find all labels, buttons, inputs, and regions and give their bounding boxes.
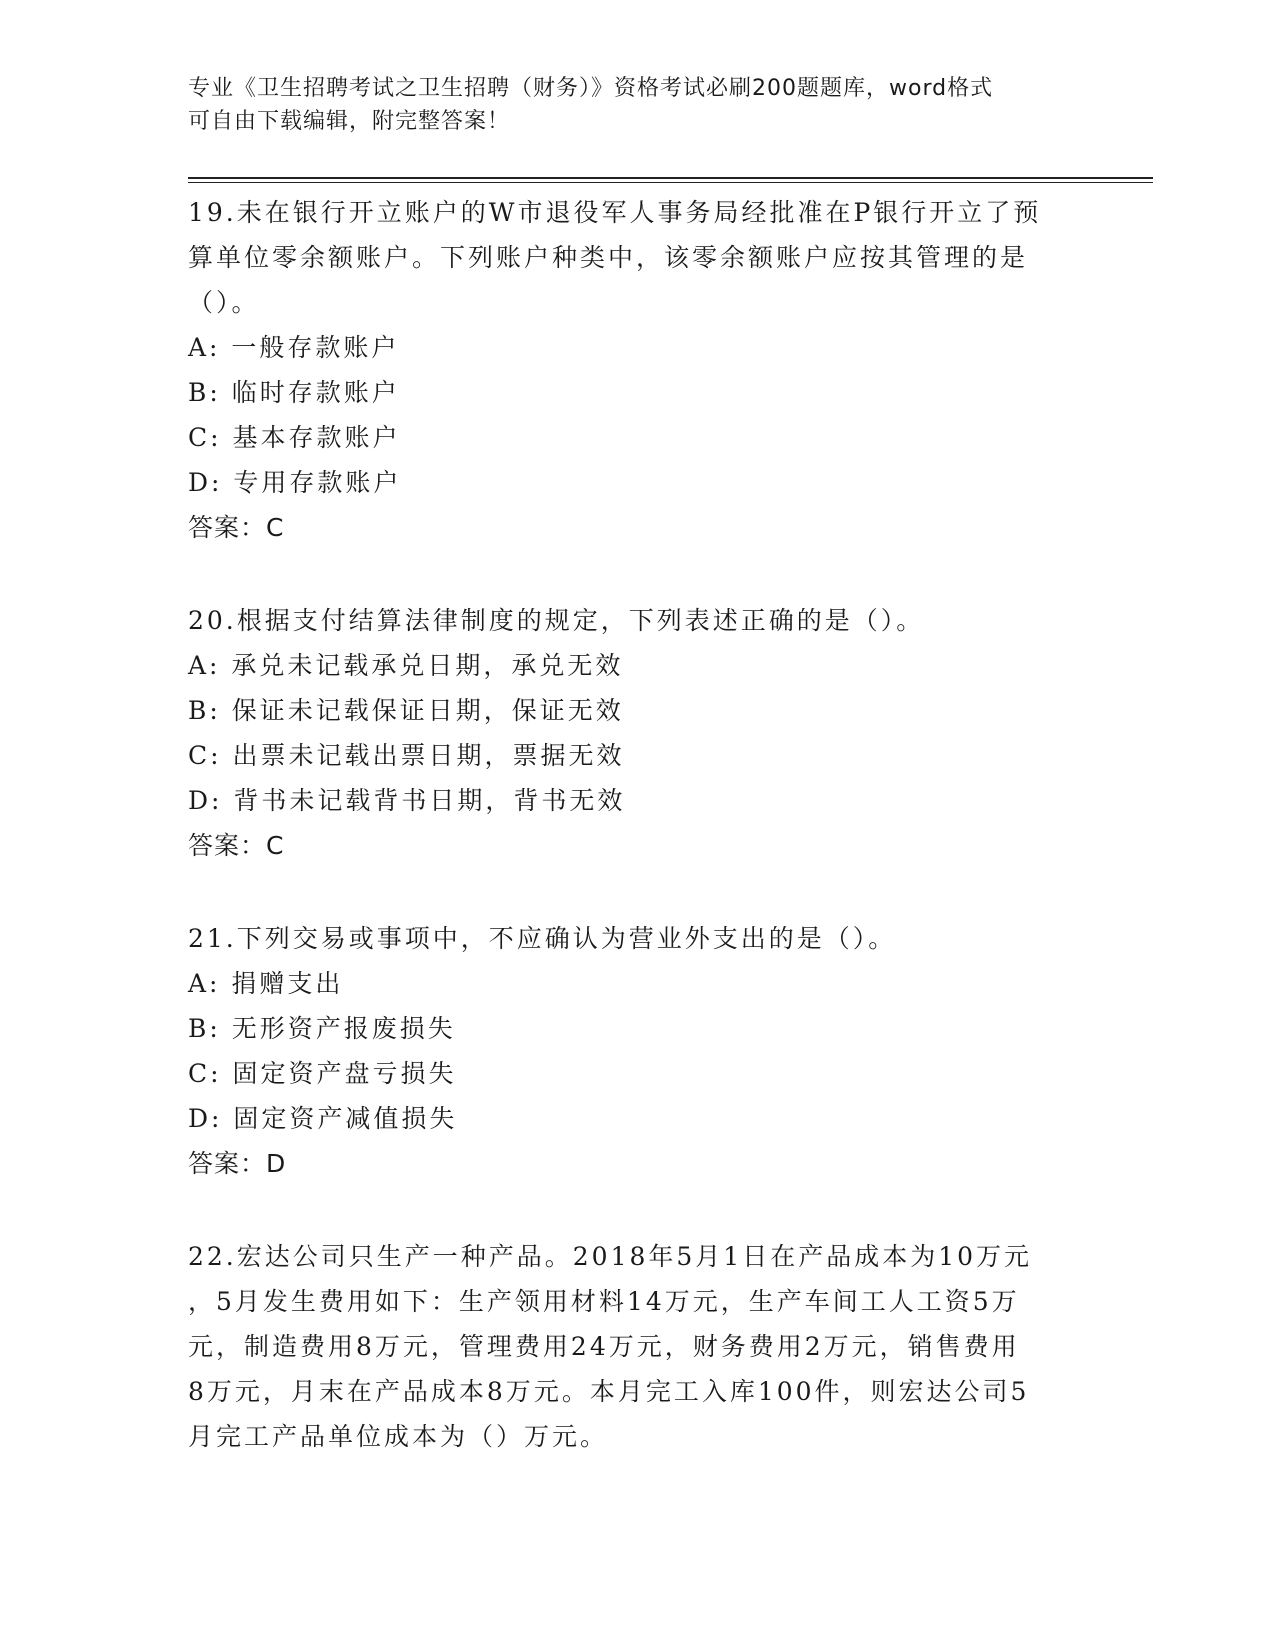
option-b: B: 无形资产报废损失 <box>188 1014 456 1043</box>
question-text-line: 8万元，月末在产品成本8万元。本月完工入库100件，则宏达公司5 <box>188 1377 1030 1406</box>
option-a: A: 捐赠支出 <box>188 969 344 998</box>
option-d: D: 背书未记载背书日期，背书无效 <box>188 786 626 815</box>
question-text-line: （）。 <box>188 288 260 317</box>
question-19 <box>188 190 1088 550</box>
question-22 <box>188 1234 1088 1459</box>
answer-label: 答案：C <box>188 513 285 542</box>
question-text-line: 元，制造费用8万元，管理费用24万元，财务费用2万元，销售费用 <box>188 1332 1020 1361</box>
header-divider-thin <box>188 182 1153 183</box>
answer-label: 答案：D <box>188 1149 287 1178</box>
option-b: B: 临时存款账户 <box>188 378 400 407</box>
option-d: D: 固定资产减值损失 <box>188 1104 458 1133</box>
option-a: A: 一般存款账户 <box>188 333 400 362</box>
question-text-line: 21.下列交易或事项中，不应确认为营业外支出的是（）。 <box>188 924 897 953</box>
option-a: A: 承兑未记载承兑日期，承兑无效 <box>188 651 624 680</box>
header-line-1: 专业《卫生招聘考试之卫生招聘（财务）》资格考试必刷200题题库，word格式 <box>188 76 994 101</box>
option-c: C: 出票未记载出票日期，票据无效 <box>188 741 625 770</box>
option-c: C: 基本存款账户 <box>188 423 401 452</box>
option-b: B: 保证未记载保证日期，保证无效 <box>188 696 624 725</box>
header-line-2: 可自由下载编辑，附完整答案！ <box>188 109 511 134</box>
question-21 <box>188 916 1088 1186</box>
question-text-line: 22.宏达公司只生产一种产品。2018年5月1日在产品成本为10万元 <box>188 1242 1033 1271</box>
question-text-line: 19.未在银行开立账户的W市退役军人事务局经批准在P银行开立了预 <box>188 198 1042 227</box>
question-list <box>188 190 1088 1507</box>
option-d: D: 专用存款账户 <box>188 468 402 497</box>
question-20 <box>188 598 1088 868</box>
header-divider-thick <box>188 177 1153 179</box>
question-text-line: 20.根据支付结算法律制度的规定，下列表述正确的是（）。 <box>188 606 925 635</box>
question-text-line: 月完工产品单位成本为（）万元。 <box>188 1422 609 1451</box>
answer-label: 答案：C <box>188 831 285 860</box>
option-c: C: 固定资产盘亏损失 <box>188 1059 457 1088</box>
question-text-line: ，5月发生费用如下：生产领用材料14万元，生产车间工人工资5万 <box>188 1287 1020 1316</box>
question-text-line: 算单位零余额账户。下列账户种类中，该零余额账户应按其管理的是 <box>188 243 1029 272</box>
document-header <box>188 72 1088 138</box>
